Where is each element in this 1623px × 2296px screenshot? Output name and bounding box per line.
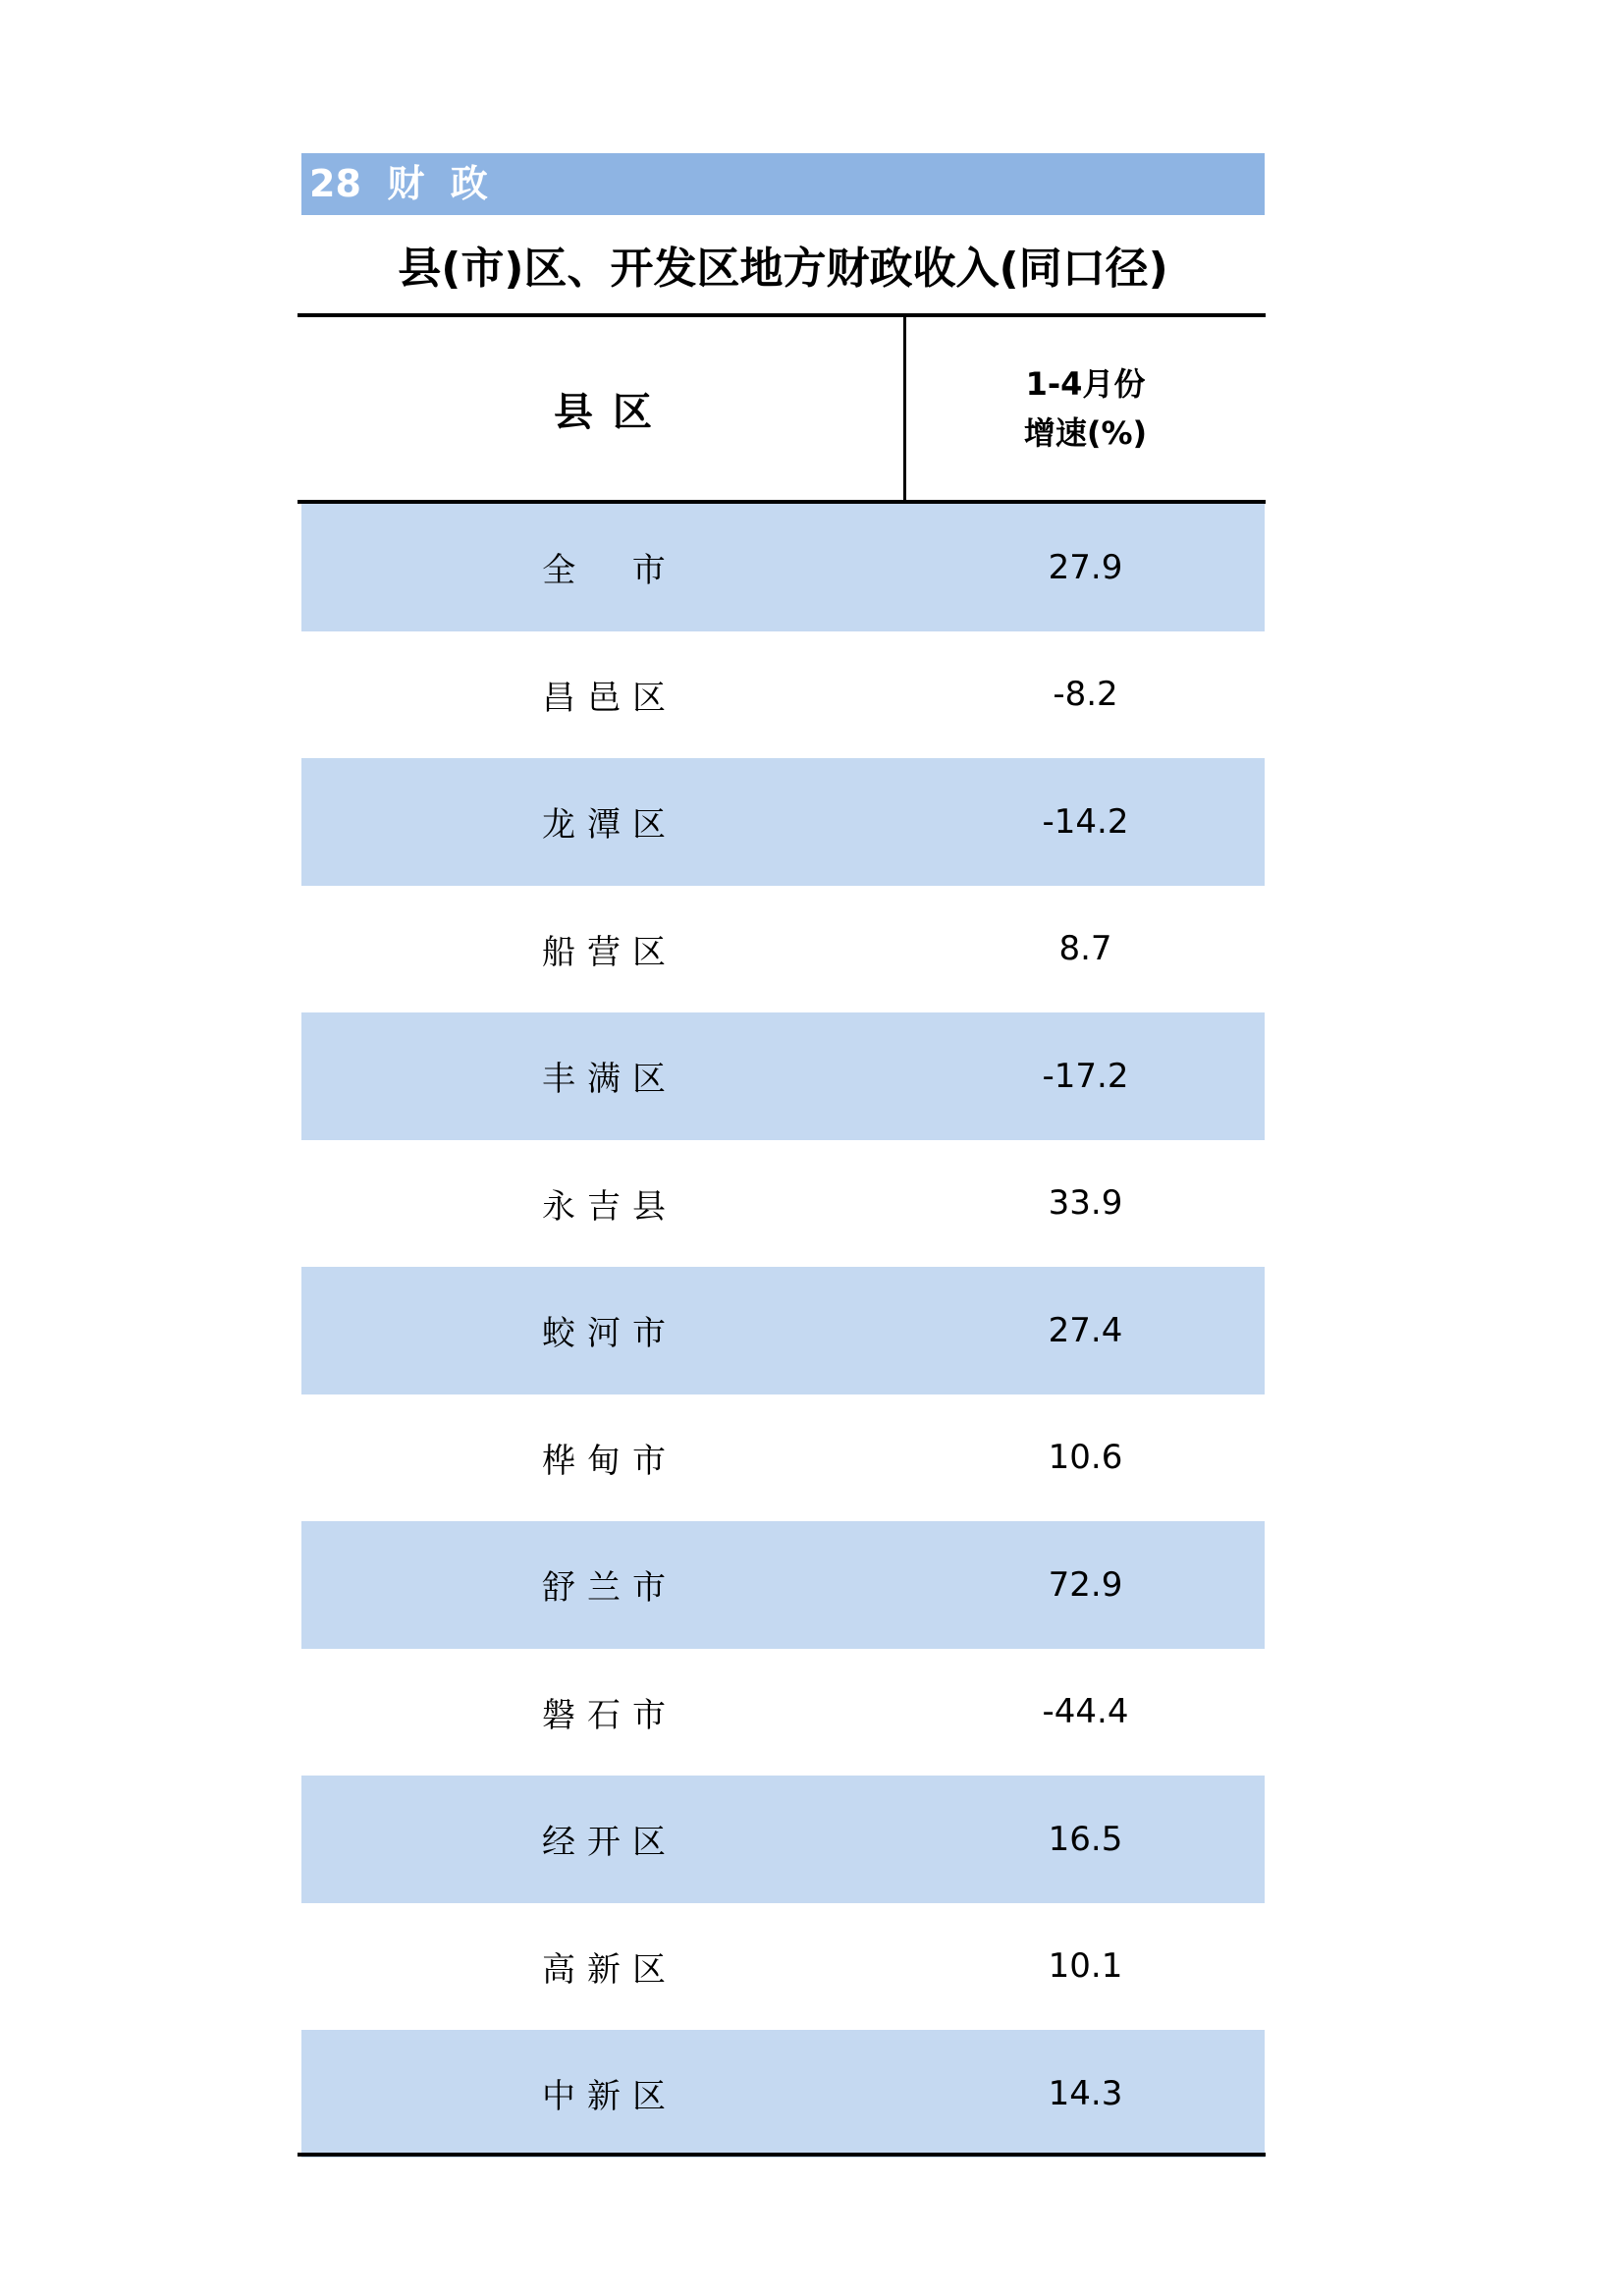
table-bottom-rule <box>298 2153 1266 2157</box>
row-growth-value: 14.3 <box>1048 2073 1123 2113</box>
row-growth-value: 72.9 <box>1048 1564 1123 1605</box>
section-header-bar: 28 财 政 <box>301 153 1265 215</box>
row-growth-value: 10.1 <box>1048 1946 1123 1987</box>
table-row <box>301 886 1265 1013</box>
row-growth-value: 10.6 <box>1048 1438 1123 1478</box>
table-row <box>301 1267 1265 1394</box>
row-growth-value: 27.4 <box>1048 1310 1123 1350</box>
row-district: 蛟河市 <box>542 1314 677 1354</box>
row-growth-value: -8.2 <box>1053 675 1118 715</box>
row-district: 经开区 <box>542 1823 677 1863</box>
row-district: 中新区 <box>542 2077 677 2117</box>
row-growth-value: -14.2 <box>1042 801 1129 842</box>
row-growth-value: 33.9 <box>1048 1183 1123 1224</box>
table-row <box>301 1521 1265 1649</box>
row-district: 龙潭区 <box>542 805 677 846</box>
row-district: 丰满区 <box>542 1060 677 1100</box>
row-district: 桦甸市 <box>542 1441 677 1481</box>
table-row <box>301 2030 1265 2158</box>
table-row <box>301 1140 1265 1268</box>
table-row <box>301 1903 1265 2031</box>
row-district: 全 市 <box>542 551 677 591</box>
table-row <box>301 1012 1265 1140</box>
row-district: 高新区 <box>542 1949 677 1990</box>
row-growth-value: 8.7 <box>1058 929 1112 969</box>
column-header-district: 县区 <box>554 389 672 435</box>
table-body <box>301 504 1265 2158</box>
row-district: 船营区 <box>542 932 677 972</box>
table-title: 县(市)区、开发区地方财政收入(同口径) <box>398 244 1168 294</box>
row-growth-value: -17.2 <box>1042 1056 1129 1096</box>
row-district: 舒兰市 <box>542 1568 677 1609</box>
column-header-growth <box>906 317 1265 500</box>
row-district: 磐石市 <box>542 1695 677 1735</box>
table-row <box>301 504 1265 631</box>
row-growth-value: 16.5 <box>1048 1819 1123 1859</box>
table-row <box>301 1776 1265 1903</box>
table-row <box>301 631 1265 759</box>
row-growth-value: -44.4 <box>1042 1692 1129 1732</box>
table-row <box>301 1394 1265 1522</box>
table-row <box>301 1649 1265 1777</box>
column-header-growth-period: 1-4月份 <box>1025 365 1146 403</box>
row-growth-value: 27.9 <box>1048 547 1123 587</box>
row-district: 永吉县 <box>542 1186 677 1227</box>
column-header-growth-unit: 增速(%) <box>1023 414 1148 452</box>
table-row <box>301 758 1265 886</box>
row-district: 昌邑区 <box>542 678 677 718</box>
